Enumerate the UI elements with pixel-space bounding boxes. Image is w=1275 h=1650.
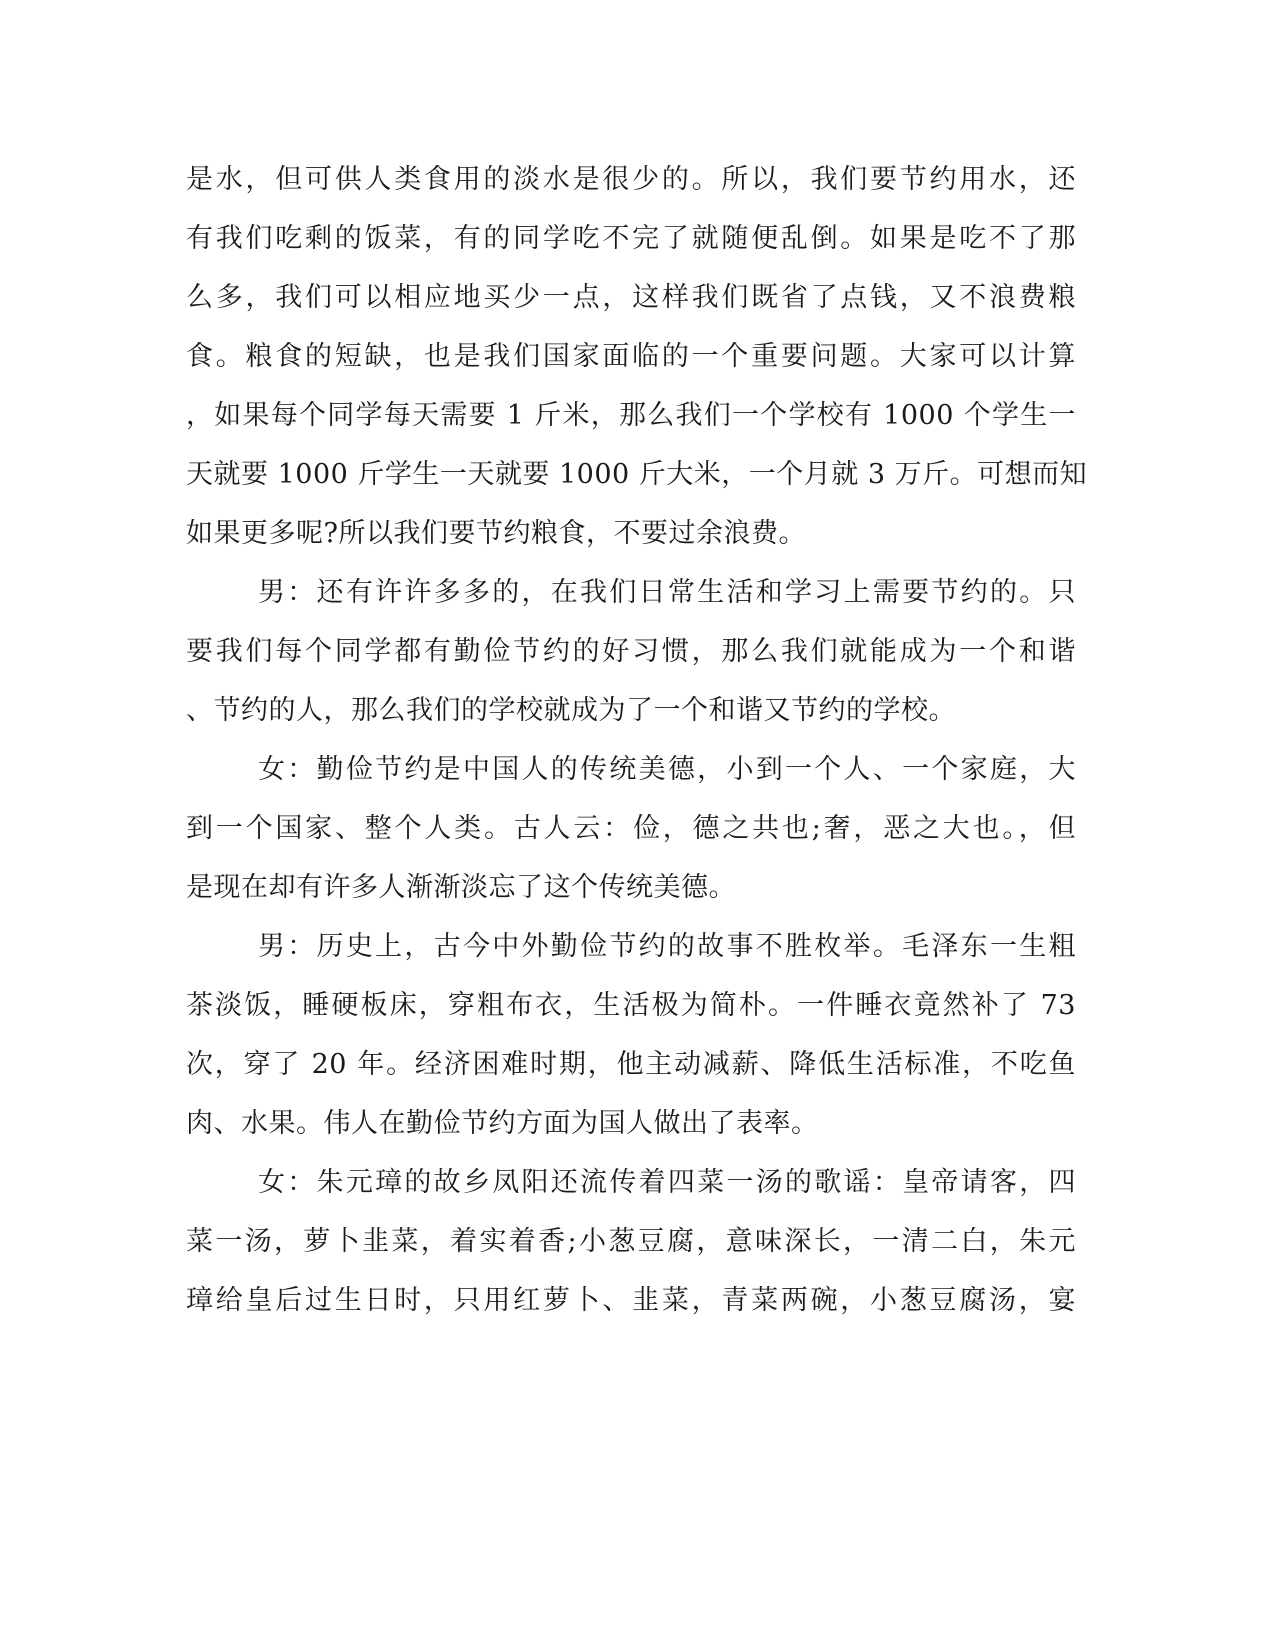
paragraph-first-line: 女：勤俭节约是中国人的传统美德，小到一个人、一个家庭，大 bbox=[258, 754, 1076, 785]
text-line: 茶淡饭，睡硬板床，穿粗布衣，生活极为简朴。一件睡衣竟然补了 73 bbox=[186, 990, 1076, 1021]
text-line: 食。粮食的短缺，也是我们国家面临的一个重要问题。大家可以计算 bbox=[186, 341, 1076, 372]
text-line: 到一个国家、整个人类。古人云：俭，德之共也;奢，恶之大也。，但 bbox=[186, 813, 1076, 844]
text-line: 有我们吃剩的饭菜，有的同学吃不完了就随便乱倒。如果是吃不了那 bbox=[186, 223, 1076, 254]
text-line: 璋给皇后过生日时，只用红萝卜、韭菜，青菜两碗，小葱豆腐汤，宴 bbox=[186, 1285, 1076, 1316]
text-line: 如果更多呢?所以我们要节约粮食，不要过余浪费。 bbox=[186, 518, 806, 549]
text-line: 次，穿了 20 年。经济困难时期，他主动减薪、降低生活标准，不吃鱼 bbox=[186, 1049, 1076, 1080]
paragraph-first-line: 男：还有许许多多的，在我们日常生活和学习上需要节约的。只 bbox=[258, 577, 1076, 608]
text-line: 要我们每个同学都有勤俭节约的好习惯，那么我们就能成为一个和谐 bbox=[186, 636, 1076, 667]
paragraph-first-line: 女：朱元璋的故乡凤阳还流传着四菜一汤的歌谣：皇帝请客，四 bbox=[258, 1167, 1076, 1198]
text-line: 么多，我们可以相应地买少一点，这样我们既省了点钱，又不浪费粮 bbox=[186, 282, 1076, 313]
text-line: 菜一汤，萝卜韭菜，着实着香;小葱豆腐，意味深长，一清二白，朱元 bbox=[186, 1226, 1076, 1257]
text-line: 天就要 1000 斤学生一天就要 1000 斤大米，一个月就 3 万斤。可想而知 bbox=[186, 459, 1088, 490]
text-line: ，如果每个同学每天需要 1 斤米，那么我们一个学校有 1000 个学生一 bbox=[186, 400, 1076, 431]
text-line: 、节约的人，那么我们的学校就成为了一个和谐又节约的学校。 bbox=[186, 695, 956, 726]
paragraph-first-line: 男：历史上，古今中外勤俭节约的故事不胜枚举。毛泽东一生粗 bbox=[258, 931, 1076, 962]
text-line: 是水，但可供人类食用的淡水是很少的。所以，我们要节约用水，还 bbox=[186, 164, 1076, 195]
text-line: 是现在却有许多人渐渐淡忘了这个传统美德。 bbox=[186, 872, 736, 903]
text-line: 肉、水果。伟人在勤俭节约方面为国人做出了表率。 bbox=[186, 1108, 819, 1139]
